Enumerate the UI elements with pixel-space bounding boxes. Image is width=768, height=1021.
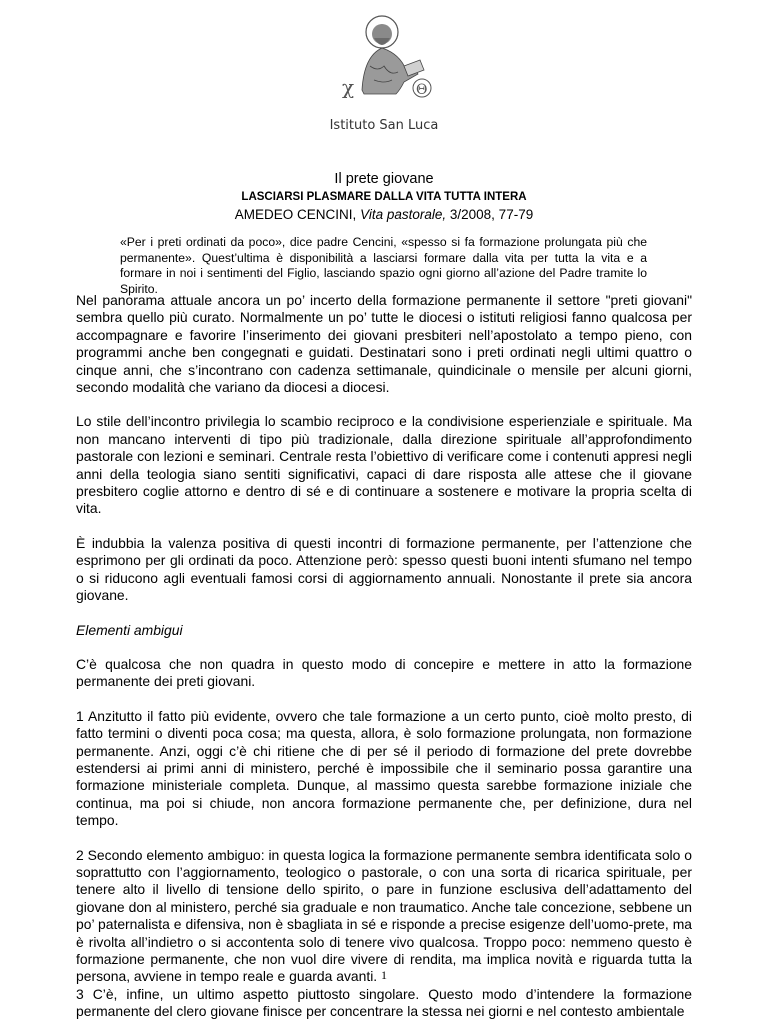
section-heading: Elementi ambigui bbox=[76, 621, 183, 638]
logo-right-glyph: Θ bbox=[416, 82, 428, 98]
article-title: Il prete giovane bbox=[334, 171, 434, 187]
author-citation bbox=[0, 207, 768, 222]
journal-name: Vita pastorale, bbox=[360, 207, 447, 222]
paragraph: 3 C’è, infine, un ultimo aspetto piuttosto singolare. Questo modo d’intendere la formazione permanente del clero giovane finisce per concentrare la stessa nei giorni e nel contesto ambientale bbox=[76, 985, 692, 1020]
institute-name: Istituto San Luca bbox=[329, 118, 439, 133]
paragraph: Lo stile dell’incontro privilegia lo scambio reciproco e la condivisione esperienziale e spirituale. Ma non mancano interventi di tipo più tradizionale, dalla direzione spirituale all’approfondimento pastorale con lezioni e seminari. Centrale resta l’obiettivo di verificare come i contenuti appresi negli anni della teologia siano sentiti significativi, capaci di dare risposta alle attese che il giovane presbitero coglie attorno e dentro di sé e di continuare a sostenere e motivare la propria scelta di vita. bbox=[76, 413, 692, 517]
paragraph: 2 Secondo elemento ambiguo: in questa logica la formazione permanente sembra identificata solo o soprattutto con l’aggiornamento, teologico o pastorale, o con una sorta di ricarica spirituale, per tenere alto il livello di tensione dello spirito, o pare in funzione esclusiva dell’adattamento del giovane don al ministero, perché sia graduale e non traumatico. Anche tale concezione, sebbene un po’ paternalista e difensiva, non è sbagliata in sé e risponde a precise esigenze dell’uomo-prete, ma è rivolta all’indietro o si accontenta solo di tenere vivo qualcosa. Troppo poco: nemmeno questo è formazione permanente, che non vuol dire vivere di rendita, ma implica novità e riguarda tutta la persona, avviene in tempo reale e guarda avanti. bbox=[76, 846, 692, 985]
paragraph: È indubbia la valenza positiva di questi incontri di formazione permanente, per l’attenzione che esprimono per gli ordinati da poco. Attenzione però: spesso questi buoni intenti sfumano nel tempo o si riducono agli eventuali famosi corsi di aggiornamento annuali. Nonostante il prete sia ancora giovane. bbox=[76, 534, 692, 604]
article-abstract: «Per i preti ordinati da poco», dice padre Cencini, «spesso si fa formazione prolungata più che permanente». Quest’ultima è disponibilità a lasciarsi formare dalla vita per tutta la vita e a formare in noi i sentimenti del Figlio, lasciando spazio ogni giorno all’azione del Padre tramite lo Spirito. bbox=[120, 235, 647, 296]
paragraph: C’è qualcosa che non quadra in questo modo di concepire e mettere in atto la formazione permanente dei preti giovani. bbox=[76, 655, 692, 690]
article-body bbox=[76, 292, 692, 1021]
paragraph: Nel panorama attuale ancora un po’ incerto della formazione permanente il settore "preti giovani" sembra quello più curato. Normalmente un po’ tutte le diocesi o istituti religiosi fanno qualcosa per accompagnare e favorire l’inserimento dei giovani presbiteri nell’apostolato a tempo pieno, con programmi anche ben congegnati e guidati. Destinatari sono i preti ordinati negli ultimi quattro o cinque anni, che s’incontrano con cadenza settimanale, quindicinale o mensile per alcuni giorni, secondo modalità che variano da diocesi a diocesi. bbox=[76, 292, 692, 396]
author-name: AMEDEO CENCINI, bbox=[234, 207, 357, 222]
page-number: 1 bbox=[381, 968, 387, 982]
article-subtitle: LASCIARSI PLASMARE DALLA VITA TUTTA INTERA bbox=[241, 191, 527, 203]
journal-issue: 3/2008, 77-79 bbox=[449, 207, 534, 222]
paragraph: 1 Anzitutto il fatto più evidente, ovvero che tale formazione a un certo punto, cioè molto presto, di fatto termini o diventi poca cosa; ma questa, allora, è solo formazione prolungata, non formazione permanente. Anzi, oggi c’è chi ritiene che di per sé il periodo di formazione del prete dovrebbe estendersi ai primi anni di ministero, perché è impossibile che il seminario possa garantire una formazione ministeriale completa. Dunque, al massimo questa sarebbe formazione iniziale che continua, ma poi si chiude, non ancora formazione permanente che, per definizione, dura nel tempo. bbox=[76, 707, 692, 829]
logo-left-glyph: χ bbox=[342, 75, 355, 99]
saint-luke-logo-icon bbox=[334, 10, 434, 106]
